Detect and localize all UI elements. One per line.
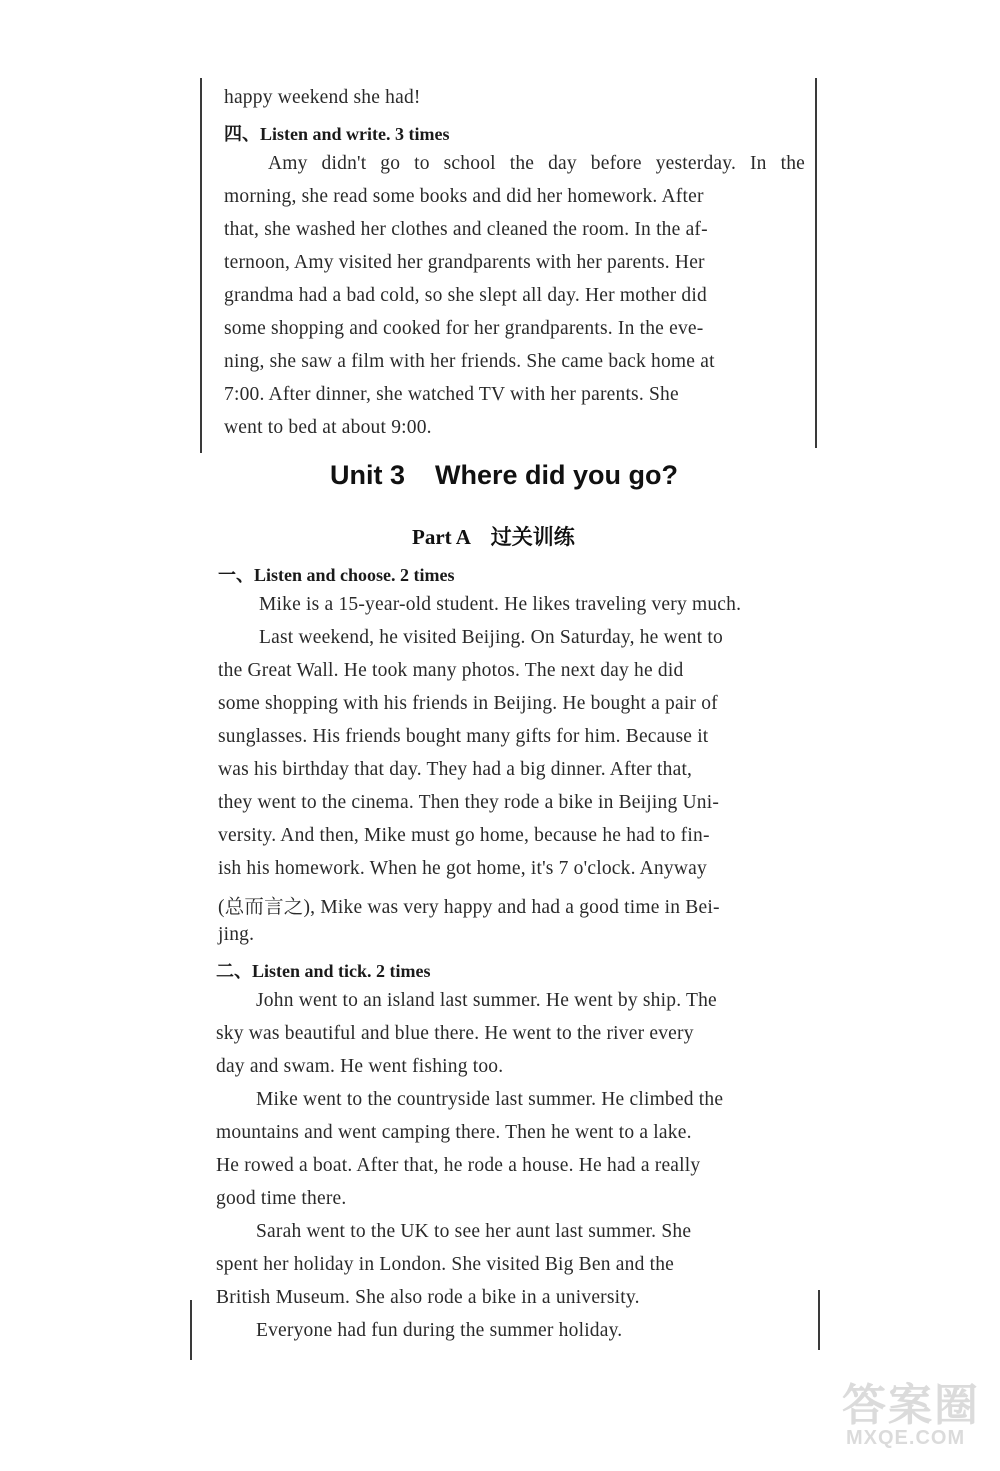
paragraph-line: British Museum. She also rode a bike in a university.: [216, 1287, 640, 1308]
paragraph-line: some shopping and cooked for her grandparents. In the eve-: [224, 318, 704, 339]
paragraph-line: some shopping with his friends in Beijing. He bought a pair of: [218, 693, 718, 714]
right-margin-rule: [815, 78, 817, 448]
paragraph-line: Mike is a 15-year-old student. He likes traveling very much.: [259, 594, 742, 615]
paragraph-line: sunglasses. His friends bought many gifts for him. Because it: [218, 726, 709, 747]
paragraph-line: He rowed a boat. After that, he rode a house. He had a really: [216, 1155, 701, 1176]
watermark-logo: [838, 1369, 988, 1459]
paragraph-line: ish his homework. When he got home, it's 7 o'clock. Anyway: [218, 858, 707, 879]
paragraph-line: morning, she read some books and did her homework. After: [224, 186, 704, 207]
paragraph-line: spent her holiday in London. She visited Big Ben and the: [216, 1254, 675, 1275]
paragraph-line: they went to the cinema. Then they rode a bike in Beijing Uni-: [218, 792, 720, 813]
paragraph-line: Sarah went to the UK to see her aunt last summer. She: [256, 1221, 692, 1242]
section-1-heading: 一、Listen and choose. 2 times: [218, 565, 455, 585]
paragraph-line: went to bed at about 9:00.: [224, 417, 432, 438]
unit-title: Unit 3 Where did you go?: [330, 460, 678, 490]
paragraph-line: Everyone had fun during the summer holiday.: [256, 1320, 623, 1341]
watermark-bottom-text: MXQE.COM: [846, 1427, 966, 1449]
section-2-heading: 二、Listen and tick. 2 times: [216, 961, 431, 981]
paragraph-line: grandma had a bad cold, so she slept all day. Her mother did: [224, 285, 707, 306]
section-4-heading: 四、Listen and write. 3 times: [224, 124, 450, 144]
paragraph-line: ternoon, Amy visited her grandparents with her parents. Her: [224, 252, 705, 273]
right-margin-rule-lower: [818, 1290, 820, 1350]
paragraph-line: jing.: [218, 924, 255, 945]
left-margin-rule-lower: [190, 1300, 192, 1360]
paragraph-line: mountains and went camping there. Then he went to a lake.: [216, 1122, 692, 1143]
paragraph-line: Amy didn't go to school the day before yesterday. In the: [268, 153, 805, 174]
paragraph-line: (总而言之), Mike was very happy and had a good time in Bei-: [218, 897, 720, 918]
paragraph-line: Mike went to the countryside last summer. He climbed the: [256, 1089, 724, 1110]
carry-over-line: happy weekend she had!: [224, 87, 421, 108]
paragraph-line: was his birthday that day. They had a big dinner. After that,: [218, 759, 693, 780]
paragraph-line: that, she washed her clothes and cleaned the room. In the af-: [224, 219, 708, 240]
paragraph-line: the Great Wall. He took many photos. The next day he did: [218, 660, 684, 681]
paragraph-line: sky was beautiful and blue there. He went to the river every: [216, 1023, 694, 1044]
watermark-top-text: 答案圈: [842, 1381, 980, 1430]
left-margin-rule: [200, 78, 202, 453]
paragraph-line: ning, she saw a film with her friends. She came back home at: [224, 351, 715, 372]
paragraph-line: John went to an island last summer. He went by ship. The: [256, 990, 717, 1011]
paragraph-line: versity. And then, Mike must go home, because he had to fin-: [218, 825, 710, 846]
paragraph-line: Last weekend, he visited Beijing. On Saturday, he went to: [259, 627, 723, 648]
part-title: Part A 过关训练: [412, 525, 575, 549]
paragraph-line: day and swam. He went fishing too.: [216, 1056, 504, 1077]
paragraph-line: good time there.: [216, 1188, 347, 1209]
paragraph-line: 7:00. After dinner, she watched TV with her parents. She: [224, 384, 679, 405]
